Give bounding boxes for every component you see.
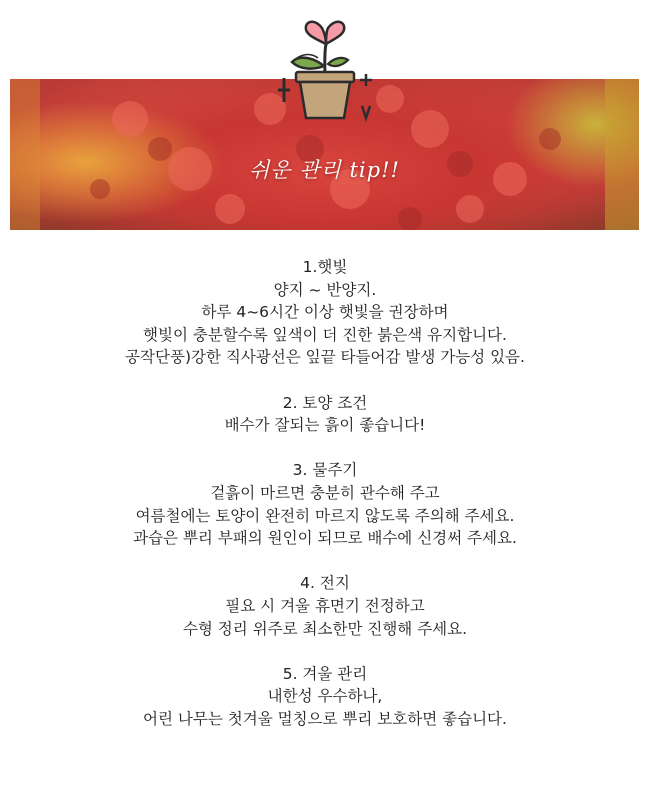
care-tips-content	[0, 256, 650, 753]
section-line: 하루 4~6시간 이상 햇빛을 권장하며	[201, 303, 449, 322]
potted-plant-icon	[270, 14, 380, 122]
section-heading: 3. 물주기	[292, 461, 358, 480]
section-line: 필요 시 겨울 휴면기 전정하고	[225, 596, 425, 615]
tip-section-watering	[0, 459, 650, 549]
section-line: 겉흙이 마르면 충분히 관수해 주고	[210, 483, 440, 502]
section-line: 햇빛이 충분할수록 잎색이 더 진한 붉은색 유지합니다.	[143, 325, 507, 344]
section-line: 공작단풍)강한 직사광선은 잎끝 타들어감 발생 가능성 있음.	[125, 348, 525, 367]
section-line: 수형 정리 위주로 최소한만 진행해 주세요.	[182, 619, 468, 638]
tip-section-soil	[0, 392, 650, 437]
section-heading: 1.햇빛	[302, 258, 348, 276]
tip-section-pruning	[0, 572, 650, 640]
section-line: 어린 나무는 첫겨울 멀칭으로 뿌리 보호하면 좋습니다.	[143, 709, 507, 728]
section-heading: 4. 전지	[300, 574, 350, 593]
section-line: 여름철에는 토양이 완전히 마르지 않도록 주의해 주세요.	[135, 506, 515, 525]
section-line: 과습은 뿌리 부패의 원인이 되므로 배수에 신경써 주세요.	[133, 529, 517, 548]
tip-section-winter	[0, 663, 650, 731]
section-line: 양지 ~ 반양지.	[273, 280, 377, 299]
section-line: 배수가 잘되는 흙이 좋습니다!	[224, 416, 426, 435]
tip-section-sunlight	[0, 256, 650, 369]
section-heading: 5. 겨울 관리	[282, 664, 368, 683]
section-heading: 2. 토양 조건	[282, 393, 368, 412]
section-line: 내한성 우수하나,	[267, 687, 383, 706]
banner-title: 쉬운 관리 tip!!	[249, 158, 400, 182]
